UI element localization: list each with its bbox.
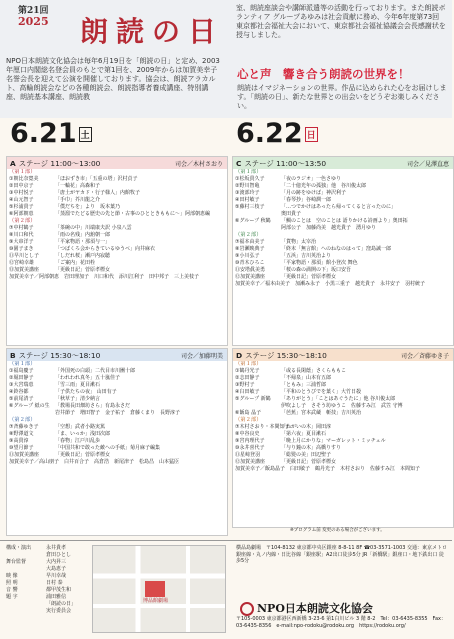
performer-row [7,190,227,197]
performer-name: ①鶴丹光子 [235,368,260,374]
credit-role: 照 明 [6,580,18,586]
work-title: 「第六夜」夏目漱石 [281,431,327,437]
day2-date [236,118,318,149]
work-title: 「桜の森の満開の下」坂口安吾 [281,267,352,273]
performer-row [7,382,227,389]
work-title: 「芭蕉」宮本武蔵 斬技」吉川英治 [281,410,362,416]
performer-name [235,211,281,218]
program-note: ※プログラム前 変更のある場合がございます。 [290,528,385,533]
work-title: 「更級日記」菅原孝標女 [281,459,337,465]
work-title: 「ともみ」三浦哲郎 [281,382,327,388]
stage-a-part1-label: （第１部） [9,169,36,175]
performer-row [233,267,453,274]
performer-row [233,260,453,267]
performer-name: ⑫宮崎幸雄 [9,260,35,266]
performer-name: ④鈴谷都 [9,389,29,395]
venue-map [92,545,226,633]
credit-person: 実行委員会 [46,608,72,614]
work-title: 「更級日記」菅原孝標女 [281,274,337,280]
stage-b-part2-label: （第２部） [9,417,36,423]
performer-name: ⑨高貴淳 [9,438,29,444]
credit-role [6,552,46,559]
stage-a-part2-label: （第２部） [9,218,36,224]
performer-name: ⑫加賀美講座 [235,274,266,280]
day1-date-value: 6.21 [10,118,77,149]
stage-d-part2-label: （第２部） [235,417,262,423]
work-title: 「春琴抄」谷崎潤一郎 [281,197,332,203]
performer-row [7,438,227,445]
work-title: 「更級日記」菅原孝標女 [55,267,111,273]
work-title: 「平家物語・那須」館小登次 舞色 [281,260,358,266]
performer-name: ⑦木村さおり・本間知子 [235,424,290,430]
performer-row [233,274,453,281]
performer-name: ⑦斉藤ゆき子 [9,424,39,430]
work-title: 「平和のとうびでを葉く」大竹日殺 [281,389,362,395]
credit-person: 倉田ひとし [46,552,72,558]
credit-role: 音 響 [6,587,18,593]
org-logo-icon [240,602,254,616]
performer-name: ⑤杉浦貴子 [9,204,34,210]
day1-date [10,118,92,149]
work-title: 阿部公子 加藤尚美 越光貴子 湧月ゆり [281,225,377,231]
stage-d-host: 司会／斉藤ゆき子 [400,353,449,360]
credit-row [6,587,96,594]
performer-name: ③中村悦子 [9,190,34,196]
day1-dow: 土 [79,127,92,142]
work-title: 「ありがとう」「ことはあぐうたに」他 谷川俊太郎 [281,396,396,402]
performer-name: ⑩園子まき [9,246,34,252]
work-title: 奥田貴子 [281,211,302,217]
day2-date-value: 6.22 [236,118,303,149]
stage-a-label: ステージ [18,158,49,168]
performer-row [233,375,453,382]
stage-c-part2-label: （第２部） [235,232,262,238]
work-title: 「教場長田畑坊さら」有島永さだ [55,403,131,409]
stage-c-part2 [233,239,453,281]
work-title: 「僕だちを」より 坂本葉乃 [55,204,121,210]
stage-b-letter: B [10,350,16,360]
performer-row [233,389,453,396]
performer-name: ⑧中谷良史 [235,431,260,437]
stage-b-header [7,349,227,361]
performer-row [233,410,453,417]
performer-row [7,197,227,204]
day2-dow: 日 [305,127,318,142]
performer-row [233,445,453,452]
performer-row [7,204,227,211]
credit-person: 「朗読の日」 [46,601,77,607]
credit-person: 大内昇三 [46,559,67,565]
work-title: 「総髪の美」田辺聖子 [281,452,332,458]
stage-a-host: 司会／木村さおり [174,161,223,168]
credit-row [6,552,96,559]
performer-name: ⑪安塔眞美勇 [235,267,266,273]
performer-name: ⑥グループ 紙の生 [9,403,50,409]
work-title: 「与り鐘の木」高橋りすり [281,445,342,451]
work-title: 「われわれ真冬」五十嵐佳子 [55,375,121,381]
work-title: 「唐土がヤカド・行子様人」内館牧子 [55,190,141,196]
performer-name: ⑤藤村三枝子 [235,204,265,210]
performer-row [7,424,227,431]
credit-row [6,601,96,608]
stage-b-host: 司会／加藤明美 [180,353,223,360]
stage-b-names: 加賀美幸子／高山朋子 白井百合子 高倉浩 新尾津子 松島昌 山本猛臣 [9,459,180,465]
work-title: 「…つでかけはあったら帰ってくると言ったのに」 [281,204,396,210]
work-title: 「中国共和で敢った敵への手紙」菊月麻子編集 [55,445,161,451]
credit-person: 大島恵子 [46,566,67,572]
performer-name [235,403,281,410]
performer-name: ②堀田静子 [9,375,34,381]
credit-role: 構成・演出 [6,545,32,551]
performer-name: ⑤前尾清子 [9,396,34,402]
performer-row [233,246,453,253]
performer-row [7,445,227,452]
work-title: 「ほおずき市」「五重の塔」沢村貞子 [55,176,138,182]
stage-d-letter: D [236,350,243,360]
map-venue-label: 博品館劇場 [143,598,169,604]
work-title: 「しだれ桜」瀬戸内寂聴 [55,253,111,259]
performer-row [233,438,453,445]
stage-d [232,348,454,528]
performer-name: ⑥飯島 晶子 [235,410,262,416]
work-title: 「蒸溜でたどる歴史の先と節・古事のひとときももに～」阿部朝恵編 [55,211,211,217]
stage-a-part2 [7,225,227,274]
performer-row [233,403,453,410]
performer-name: ⑥阿部朝恵 [9,211,34,217]
work-title: 「二十億光年の孤独」他 谷川俊太郎 [281,183,367,189]
edition-label: 第21回 [18,6,49,16]
credit-row [6,566,96,573]
performer-row [233,239,453,246]
performer-row [7,253,227,260]
stage-c-names: 加賀美幸子／福本由美子 加瀬み永子 小黒三重子 越光貴子 永井安子 羽村統子 [235,281,426,287]
stage-a-header [7,157,227,169]
credit-row [6,608,96,615]
work-title: 「鯛のことは 空のことは 語りかける詩画より」奥田拓 [281,218,408,224]
credit-person: 永井貴孝 [46,545,67,551]
work-title: 「雪三雨」夏目漱石 [55,382,101,388]
credit-role: 題 字 [6,594,18,600]
work-title: 「秋草子」清少納言 [55,396,101,402]
performer-name: ⑧川口和代 [9,232,34,238]
stage-c-time: 11:00～13:50 [276,158,327,168]
org-name [240,600,373,616]
performer-name: ④山元智子 [9,197,34,203]
credit-role [6,608,46,615]
stage-a [6,156,228,346]
credit-row [6,545,96,552]
work-title: 岩井節子 増田智子 金子祐子 倉藤くまり 長野淳子 [55,410,181,416]
performer-row [233,218,453,225]
credit-row [6,559,96,566]
performer-row [233,225,453,232]
stage-a-part1 [7,176,227,218]
performer-name: ⑦福本由美子 [235,239,265,245]
performer-name: ⑧野澤道文 [9,431,34,437]
work-title: 「月の跡をゆけば」神沢利子 [281,190,347,196]
performer-name: ⑧岩瀬映典子 [235,246,265,252]
performer-row [233,396,453,403]
work-title: 「終末「無言館」へのねなのはって」窪島誠一郎 [281,246,392,252]
stage-d-time: 15:30～18:10 [276,350,327,360]
year-label: 2025 [18,15,49,28]
performer-row [7,176,227,183]
performer-row [7,452,227,459]
work-title: 「貨物」太宰治 [281,239,317,245]
credit-person: 早川幸哉 [46,573,67,579]
performer-row [233,183,453,190]
stage-c-letter: C [236,158,242,168]
performer-name: ④田村敏子 [235,197,260,203]
performer-row [7,246,227,253]
performer-row [7,396,227,403]
credit-person: 都甲茂生和 [46,587,72,593]
performer-row [233,382,453,389]
work-title: 「或る長閑蔭」さくらももこ [281,368,347,374]
performer-row [233,204,453,211]
work-title: 「五浜」吉川英治より [281,253,332,259]
work-title: 「雨の名残」内舘朝一郎 [55,232,111,238]
performer-name: ③野村子 [235,382,255,388]
stage-c-host: 司会／見澤直恵 [406,161,449,168]
credit-role [6,601,46,608]
stage-a-names: 加賀美幸子／阿部朝恵 岩田理加子 川口和代 添川江利子 田中邦子 三上美枝子 [9,274,200,280]
stage-c-label: ステージ [244,158,274,168]
performer-name: ②田中京子 [9,183,34,189]
venue-info: 横品島劇場 〒104-8132 東京都中央区銀座 8-8-11 8F ☎03-3571-1003 交通：東京メトロ銀座線・丸ノ内線・日比谷線「銀座駅」A2出口徒歩5分 JR「新橋駅」銀座口・地下鉄出口 徒歩5分 [236,545,448,565]
performer-row [233,452,453,459]
credit-role: 舞台監督 [6,559,27,565]
performer-name: ⑤グループ 新鶴 [235,396,271,402]
performer-row [7,389,227,396]
work-title: 伊吹よし子 さそう坊ゆうこ 佐藤すみ江 武笠 守博 [281,403,403,409]
stage-c-header [233,157,453,169]
stage-b-part1-label: （第１部） [9,361,36,367]
performer-row [7,431,227,438]
credit-role: 映 像 [6,573,18,579]
work-title: 「ま、いっか」浅田次郎 [55,431,111,437]
credit-row [6,594,96,601]
performer-row [7,403,227,410]
work-title: 「春物」江戸川乱歩 [55,438,101,444]
performer-name: ②野川智亀 [235,183,260,189]
stage-d-part1 [233,368,453,417]
performer-row [7,375,227,382]
credits [6,545,96,615]
stage-b-part1 [7,368,227,417]
performer-name: ⑨大串洋子 [9,239,34,245]
stage-c-part1 [233,176,453,232]
work-title: 「晩上月にかりな」マーガレット・ミッチェル [281,438,386,444]
performer-name: ③渡部玲子 [235,190,260,196]
performer-name: ⑦中村鶴子 [9,225,34,231]
performer-row [233,176,453,183]
performer-row [7,267,227,274]
performer-row [7,225,227,232]
performer-row [233,253,453,260]
performer-name: ④臼田敏子 [235,389,260,395]
performer-name [9,410,55,417]
org-contact: 〒105-0003 東京都港区西新橋 3-23-6 第1白川ビル 3 階 8-2 Tel：03-6435-8355 Fax：03-6435-8356 e-mail:npo-rodoku@rodoku.org https://rodoku.org/ [236,616,447,629]
performer-name: ⑫加賀美講座 [235,459,266,465]
org-name-text: NPO日本朗読文化協会 [257,602,373,615]
stage-b-label: ステージ [18,350,48,360]
performer-row [7,183,227,190]
intro-text: NPO日本朗読文化協会は毎年6月19日を「朗読の日」と定め、2003年厘口内閣総名登会員のもとで第1回を、2009年からは加賀美幸子名誉会長を迎えて公演を開催しております。協会は、朗読アラカルト、高輪朗読会などの各種朗読会、朗読指導者養成講座、特別講座、朗読基本講座、朗読教 [6,57,220,101]
performer-row [7,239,227,246]
stage-d-part2 [233,424,453,466]
work-title: 「不帰泉」山本有五郎 [281,375,332,381]
work-title: 「茶碗の中」川端康夫訳 小泉八雲 [55,225,132,231]
credit-person: 浦田雅信 [46,594,67,600]
performer-name: ⑩望月節子 [9,445,34,451]
stage-d-label: ステージ [245,350,275,360]
performer-name: ⑨宮内理代子 [235,438,265,444]
work-title: 「手巾」芥川龍之介 [55,197,101,203]
performer-name: ①福鳥慶子 [9,368,34,374]
performer-name: ⑨小川弘子 [235,253,260,259]
performer-row [7,410,227,417]
credit-row [6,573,96,580]
stage-d-part1-label: （第１部） [235,361,262,367]
performer-row [233,424,453,431]
performer-row [7,260,227,267]
stage-b [6,348,228,536]
stage-a-time: 11:00～13:00 [50,158,101,168]
heart-title: 心と声 響き合う朗読の世界を！ [237,67,410,81]
work-title: 「更級日記」菅原孝標女 [55,452,111,458]
performer-name: ⑪星﨑登羽 [235,452,261,458]
performer-name: ⑪加賀美講座 [9,452,40,458]
performer-row [233,459,453,466]
stage-d-header [233,349,453,361]
page-title: 朗読の日 [80,15,225,48]
performer-name: ⑩青木ひろこ [235,260,265,266]
work-title: 「外国死の白頭」二代目市川團十郎 [55,368,136,374]
performer-row [233,211,453,218]
performer-name: ⑥グループ 秋鶴 [235,218,271,224]
work-title: 「ねがいの木」岡田淳 [281,424,332,430]
performer-name: ⑪早川とし子 [9,253,40,259]
stage-b-time: 15:30～18:10 [50,350,101,360]
performer-name: ⑬加賀美講座 [9,267,40,273]
credit-row [6,580,96,587]
performer-row [7,211,227,218]
performer-row [233,190,453,197]
stage-b-part2 [7,424,227,459]
work-title: 「空想」武者小路実篤 [55,424,106,430]
stage-a-letter: A [10,158,16,168]
work-title: 「一輪花」高森和子 [55,183,101,189]
performer-name: ①朝比奈寛美 [9,176,39,182]
stage-d-names: 加賀美幸子／飯島晶子 臼田敏子 鶴丹光子 木村さおり 佐藤すみ江 本間知子 [235,466,421,472]
performer-row [7,232,227,239]
performer-name: ②志田静子 [235,375,260,381]
footer-divider [0,540,452,541]
work-title: 「ご案内」花田栓 [55,260,96,266]
performer-name [235,225,281,232]
work-title: 「夜のラジオ」一色さゆり [281,176,342,182]
right-intro-text: 室、朗読座談会や講師派遣等の活動を行っております。また朗読ボランティア グループあゆみは社会貢献に務め、今年6年度第73回東京都社会福祉大会において、東京都社会福祉協議会会長感謝状を授与しました。 [236,4,446,39]
work-title: 「子供たちの夜」 山田有子 [55,389,117,395]
stage-c [232,156,454,346]
performer-name: ⑩永井喜代子 [235,445,265,451]
credit-person: 日村 泰 [46,580,63,586]
stage-c-part1-label: （第１部） [235,169,262,175]
performer-row [7,368,227,375]
performer-row [233,368,453,375]
work-title: 「つばくろ会からきているゆうべ」向井麻衣 [55,246,156,252]
performer-name: ③大宮瑞恵 [9,382,34,388]
performer-row [233,197,453,204]
performer-name: ①松坂貴久子 [235,176,265,182]
work-title: 「平家物語・那須与一」 [55,239,111,245]
heart-text: 朗読はイマジネーションの世界。作品に込められた心をお届けします。「朗読の日」、新たな世界との出会いをどうぞお楽しみください。 [237,84,447,110]
map-drawing [93,546,225,632]
credit-role [6,566,46,573]
performer-row [233,431,453,438]
